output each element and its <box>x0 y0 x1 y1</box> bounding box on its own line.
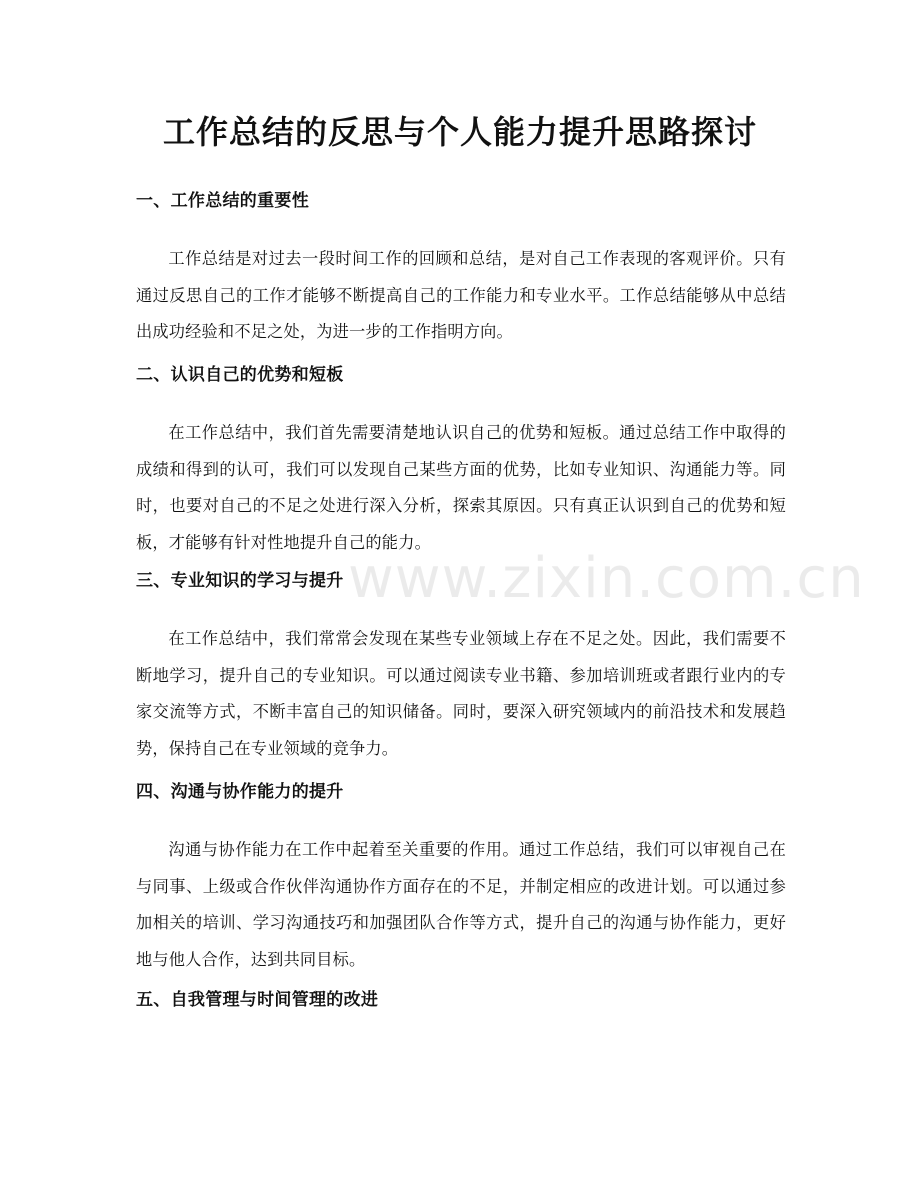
section-heading: 三、专业知识的学习与提升 <box>136 571 344 591</box>
section-paragraph: 沟通与协作能力在工作中起着至关重要的作用。通过工作总结，我们可以审视自己在与同事、上级或合作伙伴沟通协作方面存在的不足，并制定相应的改进计划。可以通过参加相关的培训、学习沟通技巧和加强团队合作等方式，提升自己的沟通与协作能力，更好地与他人合作，达到共同目标。 <box>136 840 786 969</box>
section-heading: 一、工作总结的重要性 <box>136 191 309 211</box>
section-heading: 二、认识自己的优势和短板 <box>136 365 344 385</box>
watermark: www.zixin.com.cn <box>348 546 865 611</box>
section-1 <box>136 187 786 351</box>
section-4 <box>136 778 786 978</box>
section-heading: 五、自我管理与时间管理的改进 <box>136 990 379 1010</box>
section-paragraph: 在工作总结中，我们常常会发现在某些专业领域上存在不足之处。因此，我们需要不断地学习，提升自己的专业知识。可以通过阅读专业书籍、参加培训班或者跟行业内的专家交流等方式，不断丰富自己的知识储备。同时，要深入研究领域内的前沿技术和发展趋势，保持自己在专业领域的竞争力。 <box>136 629 786 758</box>
section-paragraph: 在工作总结中，我们首先需要清楚地认识自己的优势和短板。通过总结工作中取得的成绩和得到的认可，我们可以发现自己某些方面的优势，比如专业知识、沟通能力等。同时，也要对自己的不足之处进行深入分析，探索其原因。只有真正认识到自己的优势和短板，才能够有针对性地提升自己的能力。 <box>136 423 786 552</box>
section-5 <box>136 986 786 1014</box>
section-paragraph: 工作总结是对过去一段时间工作的回顾和总结，是对自己工作表现的客观评价。只有通过反思自己的工作才能够不断提高自己的工作能力和专业水平。工作总结能够从中总结出成功经验和不足之处，为进一步的工作指明方向。 <box>136 249 786 342</box>
section-2 <box>136 361 786 561</box>
section-heading: 四、沟通与协作能力的提升 <box>136 782 344 802</box>
section-3 <box>136 567 786 767</box>
document-title: 工作总结的反思与个人能力提升思路探讨 <box>162 113 757 151</box>
